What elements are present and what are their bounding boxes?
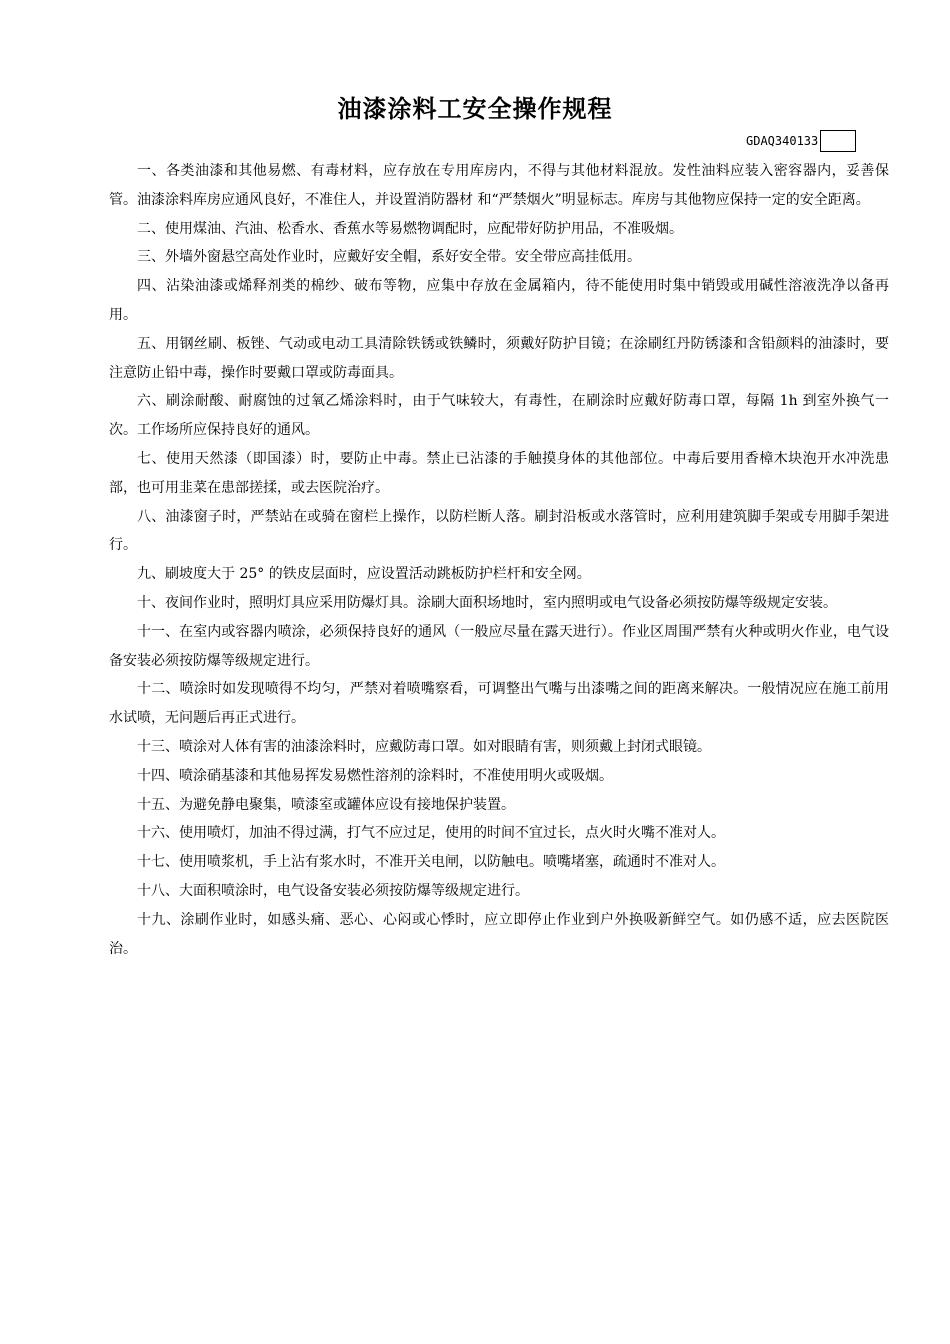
- rule-paragraph-9: 九、刷坡度大于 25° 的铁皮层面时，应设置活动跳板防护栏杆和安全网。: [137, 566, 591, 583]
- document-code-box: [820, 130, 856, 152]
- rule-paragraph-1: 一、各类油漆和其他易燃、有毒材料，应存放在专用库房内，不得与其他材料混放。发性油料应装入密容器内，妥善保管。油漆涂料库房应通风良好，不准住人，并设置消防器材 和“严禁烟火”明显标志。库房与其他物应保持一定的安全距离。: [109, 163, 889, 208]
- rule-paragraph-7: 七、使用天然漆（即国漆）时，要防止中毒。禁止已沾漆的手触摸身体的其他部位。中毒后要用香樟木块泡开水冲洗患部，也可用韭菜在患部搓揉，或去医院治疗。: [109, 450, 889, 496]
- document-code-row: [746, 130, 856, 152]
- rule-paragraph-16: 十六、使用喷灯，加油不得过满，打气不应过足，使用的时间不宜过长，点火时火嘴不准对人。: [137, 825, 725, 842]
- document-title: 油漆涂料工安全操作规程: [337, 95, 613, 123]
- rule-paragraph-5: 五、用钢丝刷、板锉、气动或电动工具清除铁锈或铁鳞时，须戴好防护目镜；在涂刷红丹防锈漆和含铅颜料的油漆时，要注意防止铅中毒，操作时要戴口罩或防毒面具。: [109, 335, 889, 381]
- rule-paragraph-10: 十、夜间作业时，照明灯具应采用防爆灯具。涂刷大面积场地时，室内照明或电气设备必须按防爆等级规定安装。: [137, 594, 837, 611]
- rule-paragraph-13: 十三、喷涂对人体有害的油漆涂料时，应戴防毒口罩。如对眼睛有害，则须戴上封闭式眼镜。: [137, 738, 711, 755]
- rule-paragraph-15: 十五、为避免静电聚集，喷漆室或罐体应设有接地保护装置。: [137, 796, 515, 813]
- rule-paragraph-17: 十七、使用喷浆机，手上沾有浆水时，不准开关电闸，以防触电。喷嘴堵塞，疏通时不准对人。: [137, 854, 725, 871]
- document-body: [109, 157, 889, 963]
- rule-paragraph-12: 十二、喷涂时如发现喷得不均匀，严禁对着喷嘴察看，可调整出气嘴与出漆嘴之间的距离来解决。一般情况应在施工前用水试喷，无问题后再正式进行。: [109, 681, 889, 727]
- rule-paragraph-14: 十四、喷涂硝基漆和其他易挥发易燃性溶剂的涂料时，不准使用明火或吸烟。: [137, 767, 613, 784]
- document-code: GDAQ340133: [746, 134, 819, 148]
- rule-paragraph-4: 四、沾染油漆或烯释剂类的棉纱、破布等物，应集中存放在金属箱内，待不能使用时集中销毁或用碱性溶液洗净以备再用。: [109, 278, 889, 323]
- rule-paragraph-6: 六、刷涂耐酸、耐腐蚀的过氧乙烯涂料时，由于气味较大，有毒性，在刷涂时应戴好防毒口罩，每隔 1h 到室外换气一次。工作场所应保持良好的通风。: [109, 393, 889, 439]
- rule-paragraph-18: 十八、大面积喷涂时，电气设备安装必须按防爆等级规定进行。: [137, 882, 529, 899]
- rule-paragraph-11: 十一、在室内或容器内喷涂，必须保持良好的通风（一般应尽量在露天进行）。作业区周围严禁有火种或明火作业，电气设备安装必须按防爆等级规定进行。: [109, 623, 889, 669]
- rule-paragraph-2: 二、使用煤油、汽油、松香水、香蕉水等易燃物调配时，应配带好防护用品，不准吸烟。: [137, 220, 683, 237]
- rule-paragraph-19: 十九、涂刷作业时，如感头痛、恶心、心闷或心悸时，应立即停止作业到户外换吸新鲜空气。如仍感不适，应去医院医治。: [109, 911, 889, 957]
- rule-paragraph-8: 八、油漆窗子时，严禁站在或骑在窗栏上操作，以防栏断人落。刷封沿板或水落管时，应利用建筑脚手架或专用脚手架进行。: [109, 508, 889, 554]
- rule-paragraph-3: 三、外墙外窗悬空高处作业时，应戴好安全帽，系好安全带。安全带应高挂低用。: [137, 249, 641, 266]
